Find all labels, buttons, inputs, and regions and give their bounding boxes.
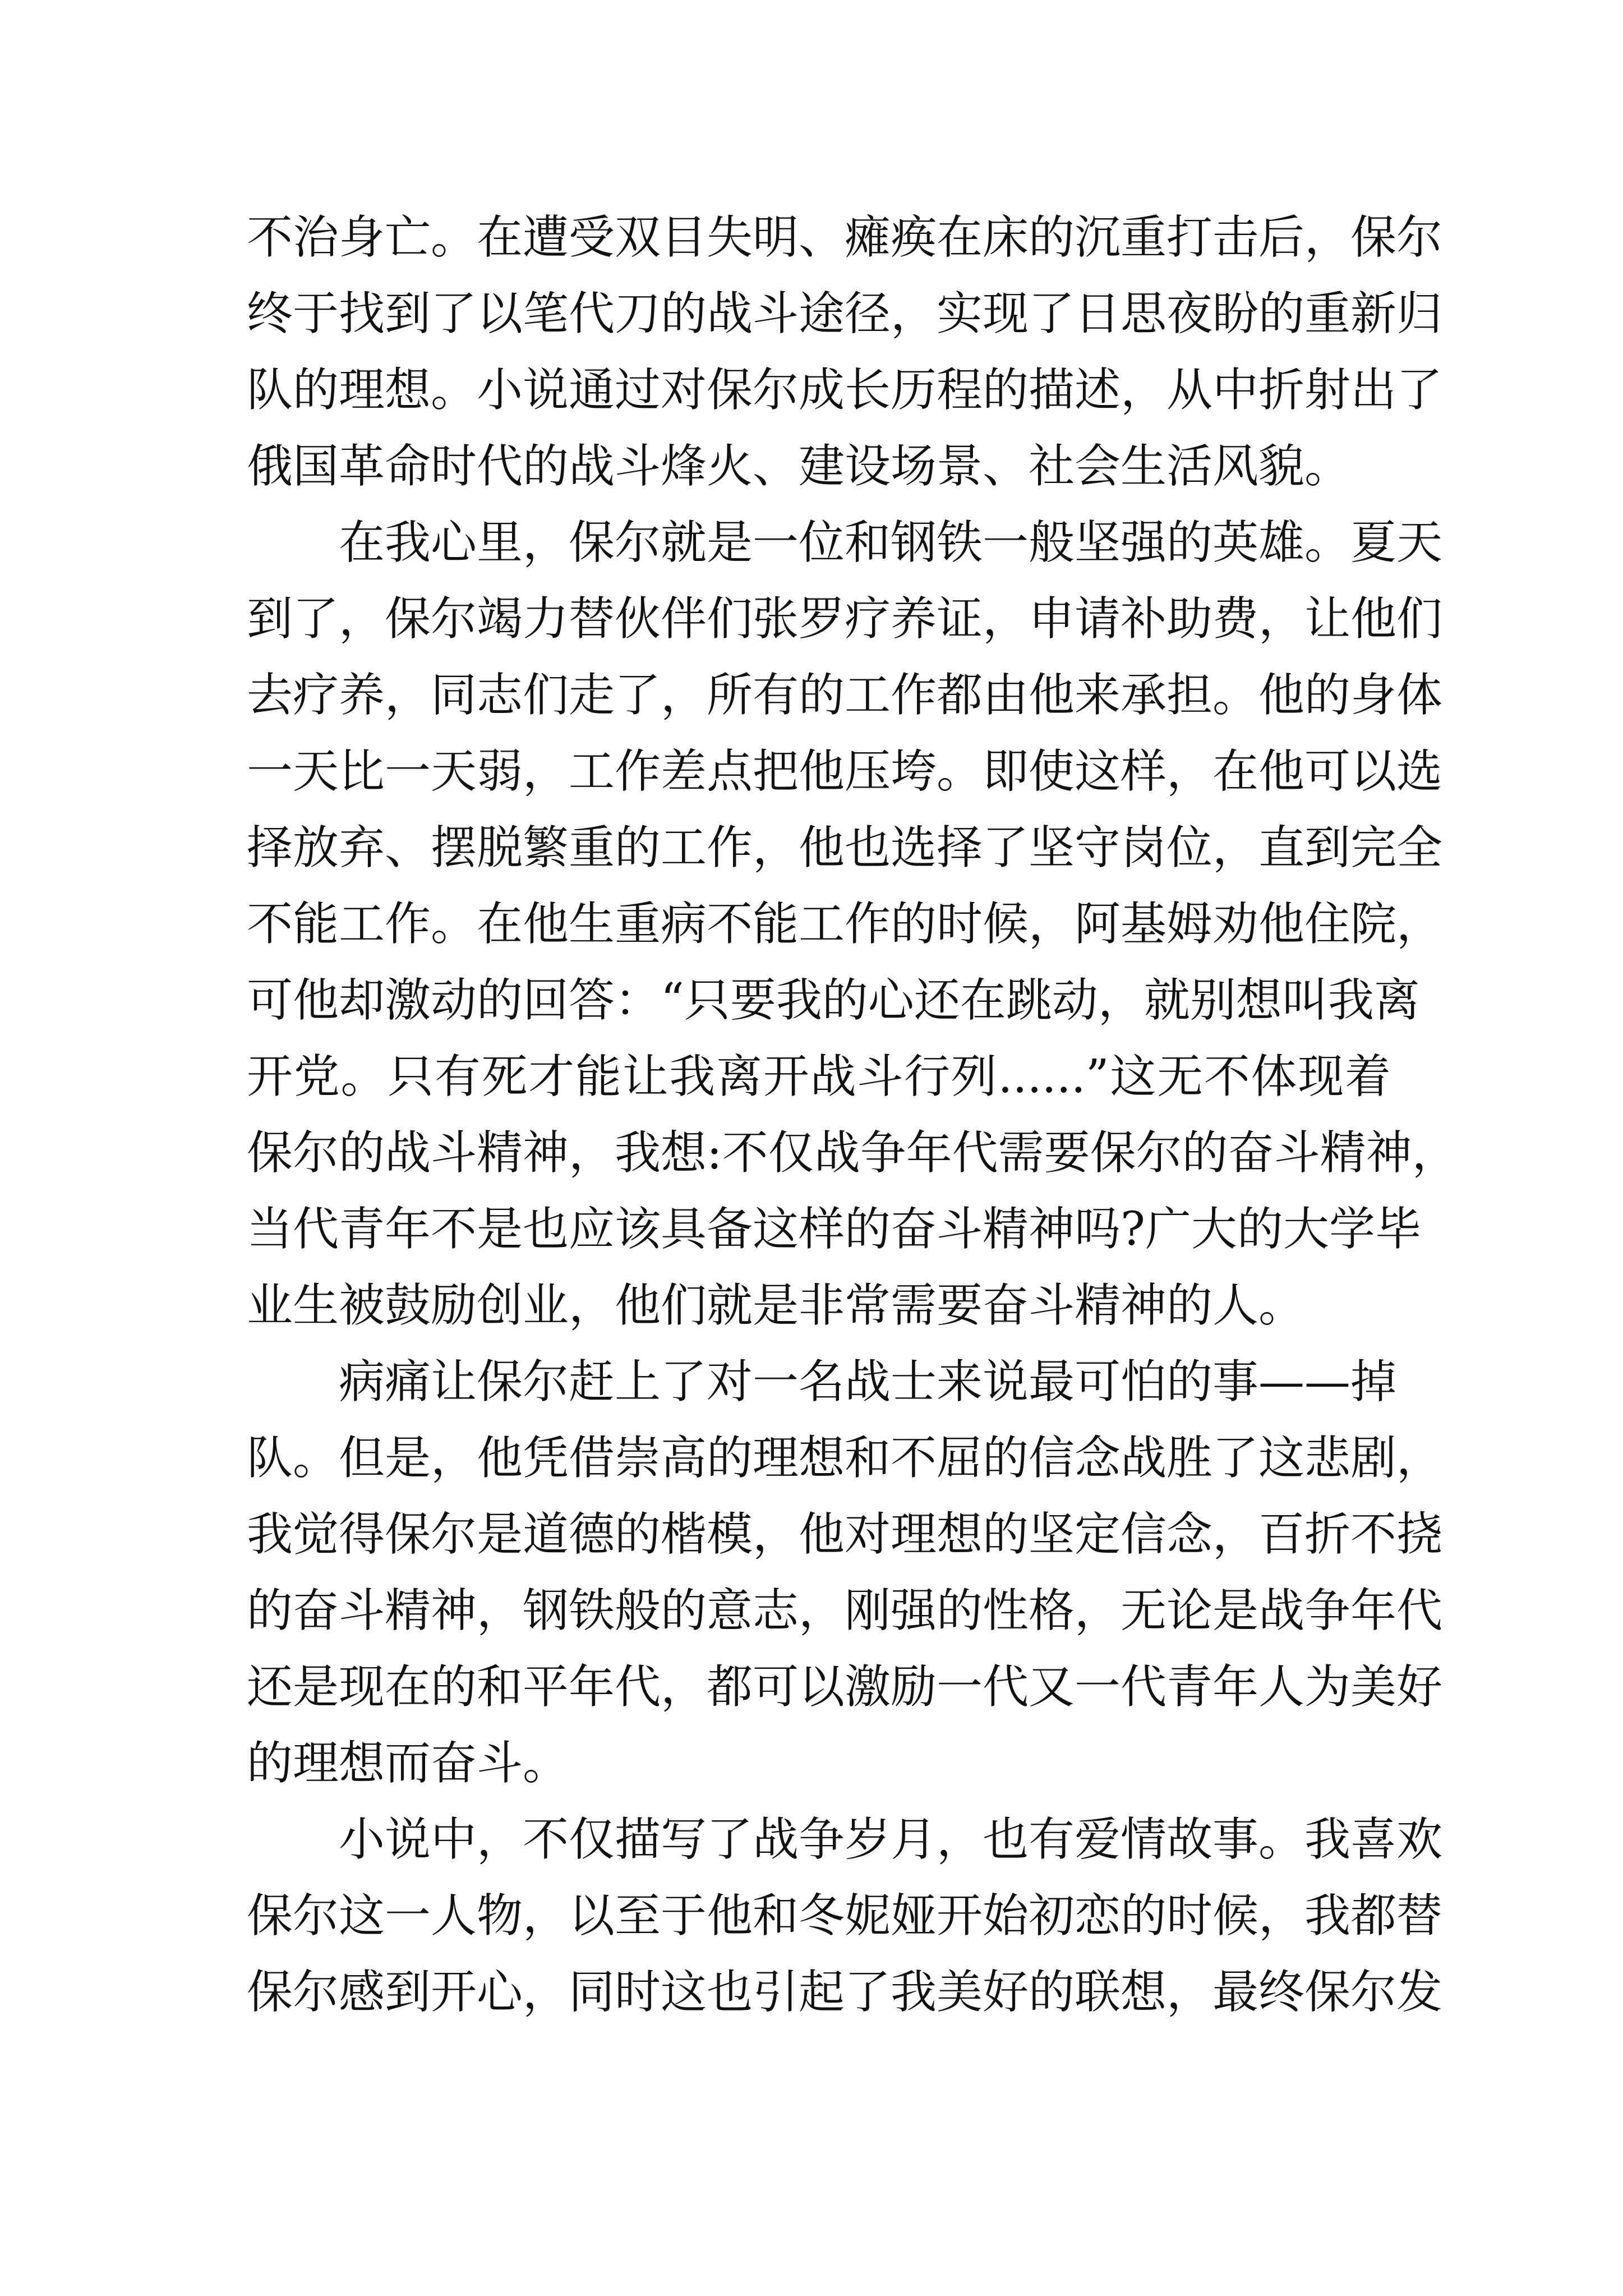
text-line: 不能工作。在他生重病不能工作的时候，阿基姆劝他住院，: [247, 898, 1443, 951]
text-line: 俄国革命时代的战斗烽火、建设场景、社会生活风貌。: [247, 440, 1351, 493]
text-line: 保尔这一人物，以至于他和冬妮娅开始初恋的时候，我都替: [247, 1889, 1443, 1943]
text-line: 队。但是，他凭借崇高的理想和不屈的信念战胜了这悲剧，: [247, 1432, 1443, 1485]
text-line: 不治身亡。在遭受双目失明、瘫痪在床的沉重打击后，保尔: [247, 211, 1443, 264]
text-line: 的理想而奋斗。: [247, 1737, 569, 1790]
text-line: 可他却激动的回答：“只要我的心还在跳动，就别想叫我离: [247, 974, 1420, 1027]
text-line: 择放弃、摆脱繁重的工作，他也选择了坚守岗位，直到完全: [247, 821, 1443, 875]
text-line: 的奋斗精神，钢铁般的意志，刚强的性格，无论是战争年代: [247, 1584, 1443, 1637]
paragraph-first-line: 在我心里，保尔就是一位和钢铁一般坚强的英雄。夏天: [339, 516, 1443, 569]
paragraph-first-line: 病痛让保尔赶上了对一名战士来说最可怕的事——掉: [339, 1355, 1397, 1409]
text-line: 开党。只有死才能让我离开战斗行列......”这无不体现着: [247, 1050, 1391, 1103]
document-body: [247, 200, 1458, 2031]
text-line: 终于找到了以笔代刀的战斗途径，实现了日思夜盼的重新归: [247, 287, 1443, 341]
text-line: 保尔的战斗精神，我想:不仅战争年代需要保尔的奋斗精神，: [247, 1126, 1458, 1180]
text-line: 保尔感到开心，同时这也引起了我美好的联想，最终保尔发: [247, 1966, 1443, 2019]
text-line: 我觉得保尔是道德的楷模，他对理想的坚定信念，百折不挠: [247, 1508, 1443, 1561]
text-line: 业生被鼓励创业，他们就是非常需要奋斗精神的人。: [247, 1279, 1305, 1332]
text-line: 还是现在的和平年代，都可以激励一代又一代青年人为美好: [247, 1660, 1443, 1714]
text-line: 去疗养，同志们走了，所有的工作都由他来承担。他的身体: [247, 669, 1443, 722]
text-line: 一天比一天弱，工作差点把他压垮。即使这样，在他可以选: [247, 745, 1443, 798]
text-line: 当代青年不是也应该具备这样的奋斗精神吗?广大的大学毕: [247, 1203, 1421, 1256]
paragraph-first-line: 小说中，不仅描写了战争岁月，也有爱情故事。我喜欢: [339, 1813, 1443, 1866]
text-line: 到了，保尔竭力替伙伴们张罗疗养证，申请补助费，让他们: [247, 592, 1443, 646]
text-line: 队的理想。小说通过对保尔成长历程的描述，从中折射出了: [247, 364, 1443, 417]
